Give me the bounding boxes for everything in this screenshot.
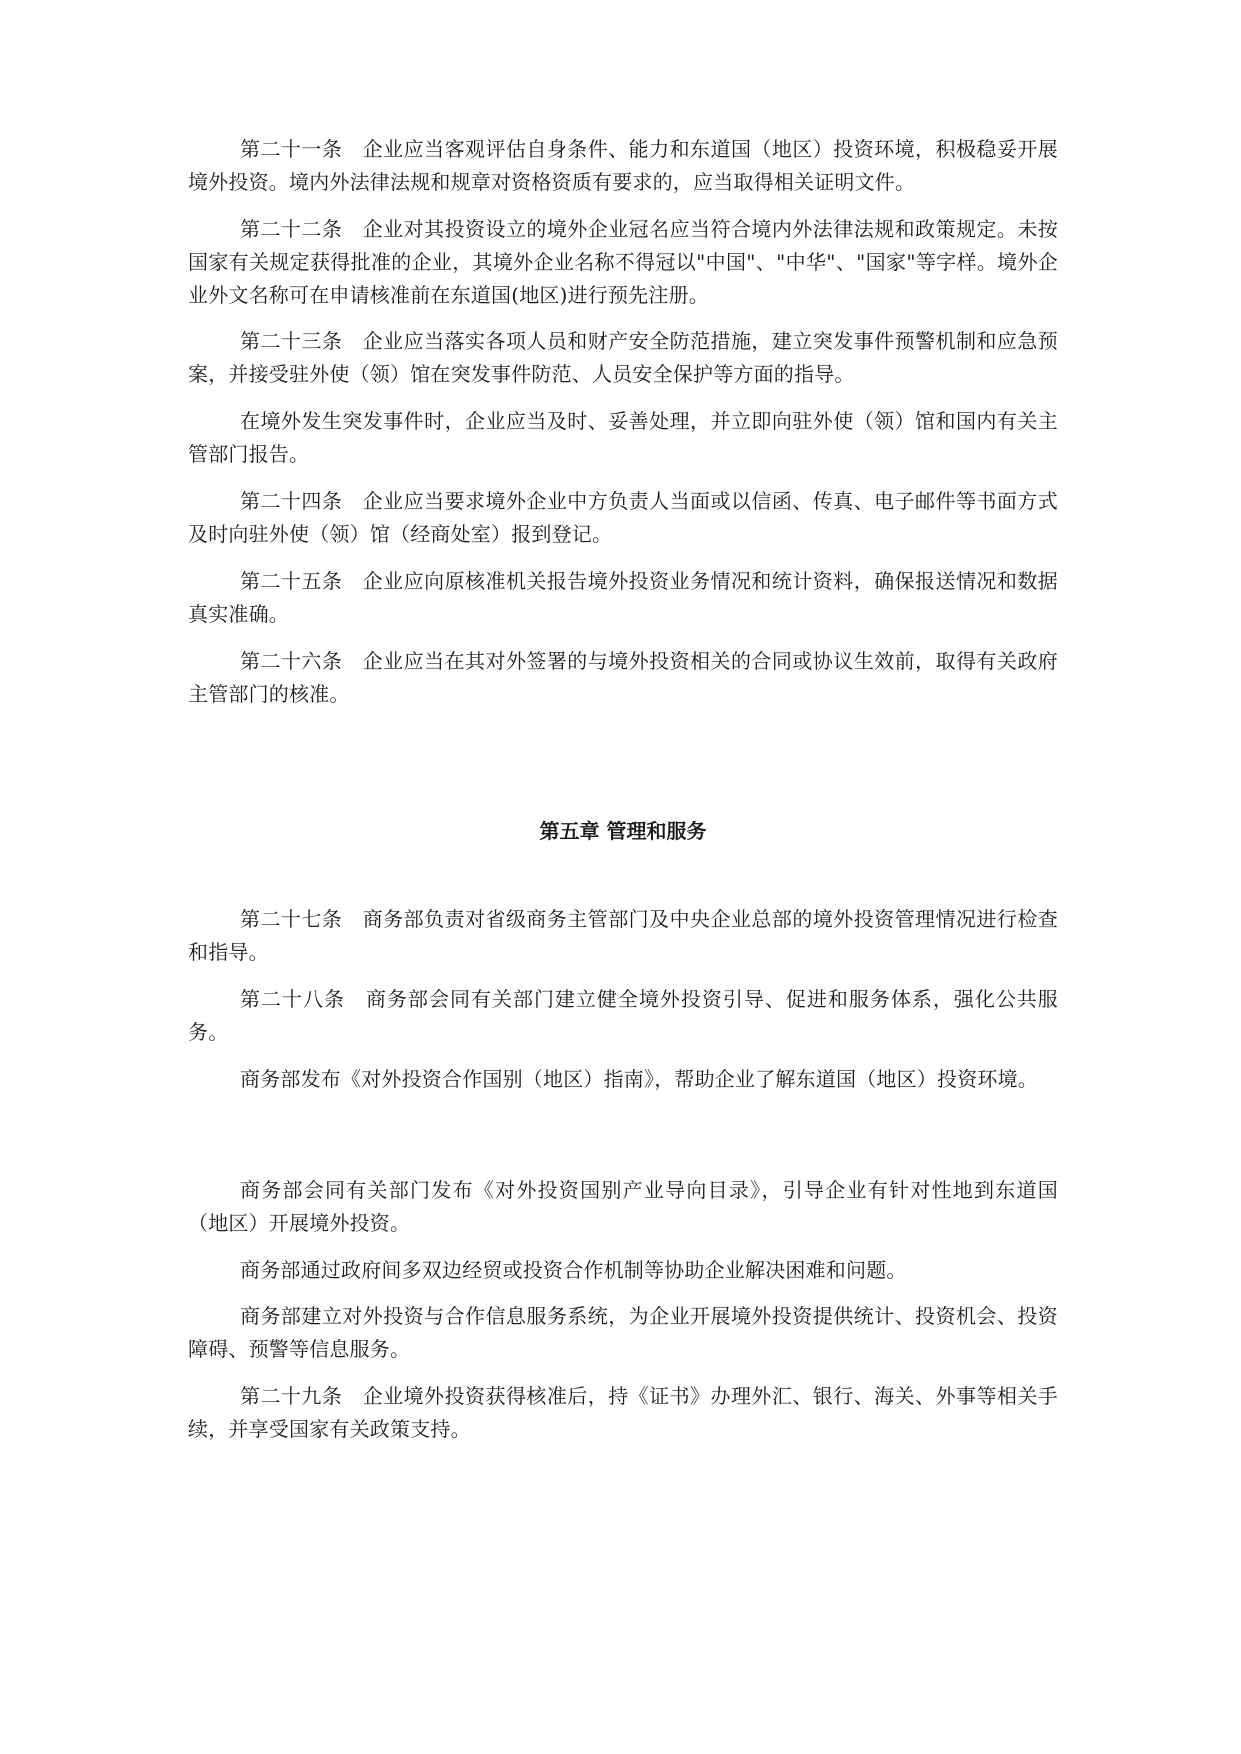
article-28 xyxy=(188,983,1058,1049)
paragraph-info-system xyxy=(188,1300,1058,1366)
article-label: 第二十六条 xyxy=(240,649,343,673)
article-label: 第二十四条 xyxy=(240,489,343,513)
article-text: 企业应当在其对外签署的与境外投资相关的合同或协议生效前，取得有关政府主管部门的核准。 xyxy=(188,649,1058,706)
article-label: 第二十一条 xyxy=(240,137,343,161)
article-22 xyxy=(188,213,1058,312)
paragraph-text: 商务部通过政府间多双边经贸或投资合作机制等协助企业解决困难和问题。 xyxy=(240,1258,907,1282)
article-text: 商务部负责对省级商务主管部门及中央企业总部的境外投资管理情况进行检查和指导。 xyxy=(188,907,1058,964)
article-label: 第二十九条 xyxy=(240,1384,343,1408)
article-24 xyxy=(188,485,1058,551)
paragraph-emergency xyxy=(188,405,1058,471)
article-text: 企业应当落实各项人员和财产安全防范措施，建立突发事件预警机制和应急预案，并接受驻外使（领）馆在突发事件防范、人员安全保护等方面的指导。 xyxy=(188,329,1058,386)
article-label: 第二十三条 xyxy=(240,329,343,353)
article-26 xyxy=(188,645,1058,711)
article-21 xyxy=(188,133,1058,199)
article-text: 商务部会同有关部门建立健全境外投资引导、促进和服务体系，强化公共服务。 xyxy=(188,987,1059,1044)
article-text: 企业应向原核准机关报告境外投资业务情况和统计资料，确保报送情况和数据真实准确。 xyxy=(188,569,1058,626)
article-text: 企业境外投资获得核准后，持《证书》办理外汇、银行、海关、外事等相关手续，并享受国家有关政策支持。 xyxy=(188,1384,1058,1441)
chapter-heading: 第五章 管理和服务 xyxy=(539,819,707,843)
paragraph-mechanism xyxy=(188,1254,1058,1287)
paragraph-text: 在境外发生突发事件时，企业应当及时、妥善处理，并立即向驻外使（领）馆和国内有关主管部门报告。 xyxy=(188,409,1058,466)
article-29 xyxy=(188,1380,1058,1446)
paragraph-catalog xyxy=(188,1174,1058,1240)
article-27 xyxy=(188,903,1058,969)
article-label: 第二十八条 xyxy=(240,987,345,1011)
paragraph-text: 商务部建立对外投资与合作信息服务系统，为企业开展境外投资提供统计、投资机会、投资障碍、预警等信息服务。 xyxy=(188,1304,1058,1361)
article-label: 第二十二条 xyxy=(240,217,343,241)
article-text: 企业应当客观评估自身条件、能力和东道国（地区）投资环境，积极稳妥开展境外投资。境内外法律法规和规章对资格资质有要求的，应当取得相关证明文件。 xyxy=(188,137,1058,194)
paragraph-text: 商务部会同有关部门发布《对外投资国别产业导向目录》，引导企业有针对性地到东道国（地区）开展境外投资。 xyxy=(188,1178,1058,1235)
article-label: 第二十五条 xyxy=(240,569,343,593)
paragraph-guide xyxy=(188,1063,1058,1096)
article-text: 企业应当要求境外企业中方负责人当面或以信函、传真、电子邮件等书面方式及时向驻外使（领）馆（经商处室）报到登记。 xyxy=(188,489,1058,546)
paragraph-text: 商务部发布《对外投资合作国别（地区）指南》，帮助企业了解东道国（地区）投资环境。 xyxy=(240,1067,1038,1091)
article-label: 第二十七条 xyxy=(240,907,343,931)
article-23 xyxy=(188,325,1058,391)
article-text: 企业对其投资设立的境外企业冠名应当符合境内外法律法规和政策规定。未按国家有关规定获得批准的企业，其境外企业名称不得冠以"中国"、"中华"、"国家"等字样。境外企业外文名称可在申请核准前在东道国(地区)进行预先注册。 xyxy=(188,217,1058,307)
article-25 xyxy=(188,565,1058,631)
